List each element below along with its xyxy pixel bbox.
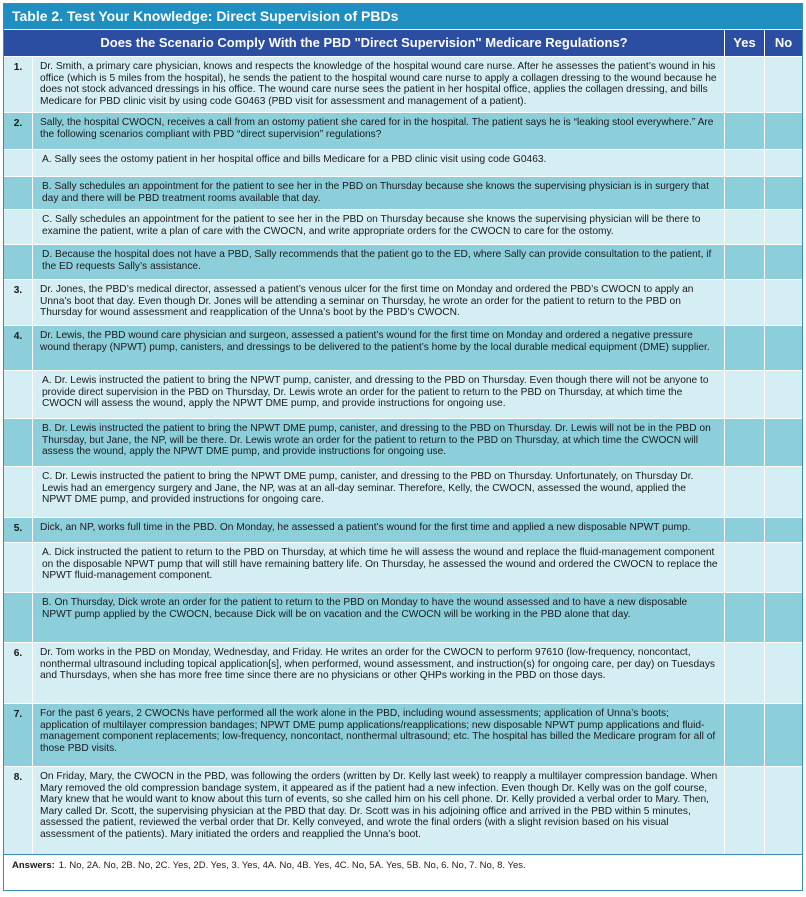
table-row [4,112,802,149]
no-cell[interactable] [765,371,802,418]
no-cell[interactable] [765,593,802,642]
table-header [4,29,802,56]
table-row [4,370,802,418]
row-scenario: Dr. Tom works in the PBD on Monday, Wednesday, and Friday. He writes an order for the CWOCN to perform 97610 (low-frequency, noncontact, nonthermal ultrasound including topical application[s], when performed, wound assessment, and instruction(s) for ongoing care, per day) on Tuesdays and Thursdays, when she has more free time since there are no physicians or other QHPs working in the PBD on those days. [33,643,725,703]
row-scenario: B. Sally schedules an appointment for the patient to see her in the PBD on Thursday because she knows the supervising physician is in surgery that day and there will be PBD treatment rooms available that day. [33,177,725,209]
no-cell[interactable] [765,543,802,592]
yes-cell[interactable] [725,113,765,149]
row-number [4,150,33,176]
yes-cell[interactable] [725,767,765,854]
table-title: Table 2. Test Your Knowledge: Direct Supervision of PBDs [4,4,802,29]
answers-text: 1. No, 2A. No, 2B. No, 2C. Yes, 2D. Yes, 3. Yes, 4A. No, 4B. Yes, 4C. No, 5A. Yes, 5B. No, 6. No, 7. No, 8. Yes. [58,860,526,871]
knowledge-table [3,3,803,891]
row-number: 1. [4,57,33,112]
table-row [4,517,802,542]
answers-label: Answers: [12,860,55,871]
row-number: 7. [4,704,33,766]
no-cell[interactable] [765,467,802,517]
no-cell[interactable] [765,113,802,149]
header-no: No [774,35,793,50]
header-yes: Yes [725,30,765,56]
table-row [4,466,802,517]
row-number [4,177,33,209]
no-cell[interactable] [765,419,802,466]
row-number [4,245,33,279]
row-number: 5. [4,518,33,542]
row-number: 6. [4,643,33,703]
row-number [4,210,33,244]
row-scenario: Dr. Smith, a primary care physician, knows and respects the knowledge of the hospital wound care nurse. After he assesses the patient’s wound in his office (which is 5 miles from the hospital), he sends the patient to the hospital wound care nurse to apply a collagen dressing to the wound because he does not stock advanced dressings in his office. The wound care nurse sees the patient in her hospital office, applies the collagen dressing, and bills Medicare for PBD clinic visit by using code G0463 (PBD visit for assessment and management of a patient). [33,57,725,112]
yes-cell[interactable] [725,593,765,642]
no-cell[interactable] [765,57,802,112]
row-scenario: Sally, the hospital CWOCN, receives a call from an ostomy patient she cared for in the hospital. The patient says he is “leaking stool everywhere.” Are the following scenarios compliant with PBD “direct supervision” regulations? [33,113,725,149]
row-scenario: A. Sally sees the ostomy patient in her hospital office and bills Medicare for a PBD clinic visit using code G0463. [33,150,725,176]
row-number [4,543,33,592]
table-row [4,642,802,703]
row-scenario: Dick, an NP, works full time in the PBD. On Monday, he assessed a patient’s wound for the first time and applied a new disposable NPWT pump. [33,518,725,542]
yes-cell[interactable] [725,210,765,244]
no-cell[interactable] [765,767,802,854]
yes-cell[interactable] [725,280,765,325]
yes-cell[interactable] [725,704,765,766]
row-scenario: For the past 6 years, 2 CWOCNs have performed all the work alone in the PBD, including wound assessments; application of Unna’s boots; application of multilayer compression bandages; NPWT DME pump applications/reapplications; new disposable NPWT pump applications and fluid-management component replacements; low-frequency, noncontact, nonthermal ultrasound; etc. The hospital has billed the Medicare program for all of those PBD visits. [33,704,725,766]
row-scenario: A. Dick instructed the patient to return to the PBD on Thursday, at which time he will assess the wound and replace the fluid-management component on the disposable NPWT pump that will still have remaining battery life. On Thursday, he assessed the wound and ordered the CWOCN to replace the NPWT fluid-management component. [33,543,725,592]
yes-cell[interactable] [725,326,765,370]
yes-cell[interactable] [725,150,765,176]
row-scenario: D. Because the hospital does not have a PBD, Sally recommends that the patient go to the ED, where Sally can provide consultation to the patient, if the ED requests Sally’s assistance. [33,245,725,279]
header-question: Does the Scenario Comply With the PBD "Direct Supervision" Medicare Regulations? [4,30,725,56]
yes-cell[interactable] [725,419,765,466]
row-scenario: C. Sally schedules an appointment for the patient to see her in the PBD on Thursday because she knows the supervising physician will be there to examine the patient, write a plan of care with the CWOCN, and write appropriate orders for the CWOCN to care for the ostomy. [33,210,725,244]
row-scenario: On Friday, Mary, the CWOCN in the PBD, was following the orders (written by Dr. Kelly last week) to reapply a multilayer compression bandage. When Mary removed the old compression bandage system, it appeared as if the patient had a new infection. Even though Dr. Kelly was on the golf course, Mary knew that he would want to know about this turn of events, so she called him on his cell phone. Dr. Kelly provided a verbal order to Mary. Then, Mary called Dr. Scott, the supervising physician at the PBD that day. Dr. Scott was in his adjoining office and arrived in the PBD within 5 minutes, assessed the patient, reviewed the verbal order that Dr. Kelly conveyed, and wrote the final orders (with a slight revision based on his visual assessment of the patients). Mary initiated the orders and reapplied the Unna’s boot. [33,767,725,854]
yes-cell[interactable] [725,371,765,418]
row-number: 2. [4,113,33,149]
row-scenario: Dr. Lewis, the PBD wound care physician and surgeon, assessed a patient’s wound for the first time on Monday and ordered a negative pressure wound therapy (NPWT) pump, canisters, and dressings to be delivered to the patient’s home by the local durable medical equipment (DME) supplier. [33,326,725,370]
row-scenario: C. Dr. Lewis instructed the patient to bring the NPWT DME pump, canister, and dressing to the PBD on Thursday. Unfortunately, on Thursday Dr. Lewis had an emergency surgery and Jane, the NP, was at an all-day seminar. Therefore, Kelly, the CWOCN, assessed the wound, applied the NPWT DME pump, and provided instructions for ongoing care. [33,467,725,517]
no-cell[interactable] [765,150,802,176]
yes-cell[interactable] [725,57,765,112]
row-number [4,419,33,466]
row-number [4,593,33,642]
row-number: 8. [4,767,33,854]
yes-cell[interactable] [725,245,765,279]
no-cell[interactable] [765,704,802,766]
yes-cell[interactable] [725,518,765,542]
table-row [4,149,802,176]
table-row [4,176,802,209]
table-row [4,592,802,642]
table-row [4,209,802,244]
row-number: 4. [4,326,33,370]
table-row [4,279,802,325]
no-cell[interactable] [765,245,802,279]
table-row [4,542,802,592]
row-scenario: A. Dr. Lewis instructed the patient to bring the NPWT pump, canister, and dressing to the PBD on Thursday. Even though there will not be anyone to provide direct supervision in the PBD on Thursday, Dr. Lewis wrote an order for the patient to return to the PBD on Thursday, at which time the CWOCN will assess the wound, apply the NPWT DME pump, and provide instructions for ongoing use. [33,371,725,418]
yes-cell[interactable] [725,177,765,209]
answers-footer [4,854,802,876]
no-cell[interactable] [765,177,802,209]
table-row [4,244,802,279]
row-number [4,467,33,517]
table-row [4,56,802,112]
no-cell[interactable] [765,210,802,244]
yes-cell[interactable] [725,543,765,592]
no-cell[interactable] [765,643,802,703]
table-row [4,766,802,854]
no-cell[interactable] [765,518,802,542]
row-number [4,371,33,418]
table-row [4,325,802,370]
row-number: 3. [4,280,33,325]
yes-cell[interactable] [725,467,765,517]
yes-cell[interactable] [725,643,765,703]
no-cell[interactable] [765,280,802,325]
row-scenario: Dr. Jones, the PBD’s medical director, assessed a patient’s venous ulcer for the first time on Monday and ordered the PBD’s CWOCN to apply an Unna’s boot that day. Even though Dr. Jones will be attending a seminar on Thursday, he wrote an order for the patient to return to the PBD on Thursday for wound assessment and reapplication of the Unna’s boot by the PBD’s CWOCN. [33,280,725,325]
no-cell[interactable] [765,326,802,370]
row-scenario: B. Dr. Lewis instructed the patient to bring the NPWT DME pump, canister, and dressing to the PBD on Thursday. Dr. Lewis will not be in the PBD on Thursday, but Jane, the NP, will be there. Dr. Lewis wrote an order for the patient to return to the PBD on Thursday, at which time the CWOCN will assess the wound, apply the NPWT DME pump, and provide instructions for ongoing use. [33,419,725,466]
table-row [4,418,802,466]
table-row [4,703,802,766]
row-scenario: B. On Thursday, Dick wrote an order for the patient to return to the PBD on Monday to have the wound assessed and to have a new disposable NPWT pump applied by the CWOCN, because Dick will be on vacation and the CWOCN will be working in the PBD alone that day. [33,593,725,642]
